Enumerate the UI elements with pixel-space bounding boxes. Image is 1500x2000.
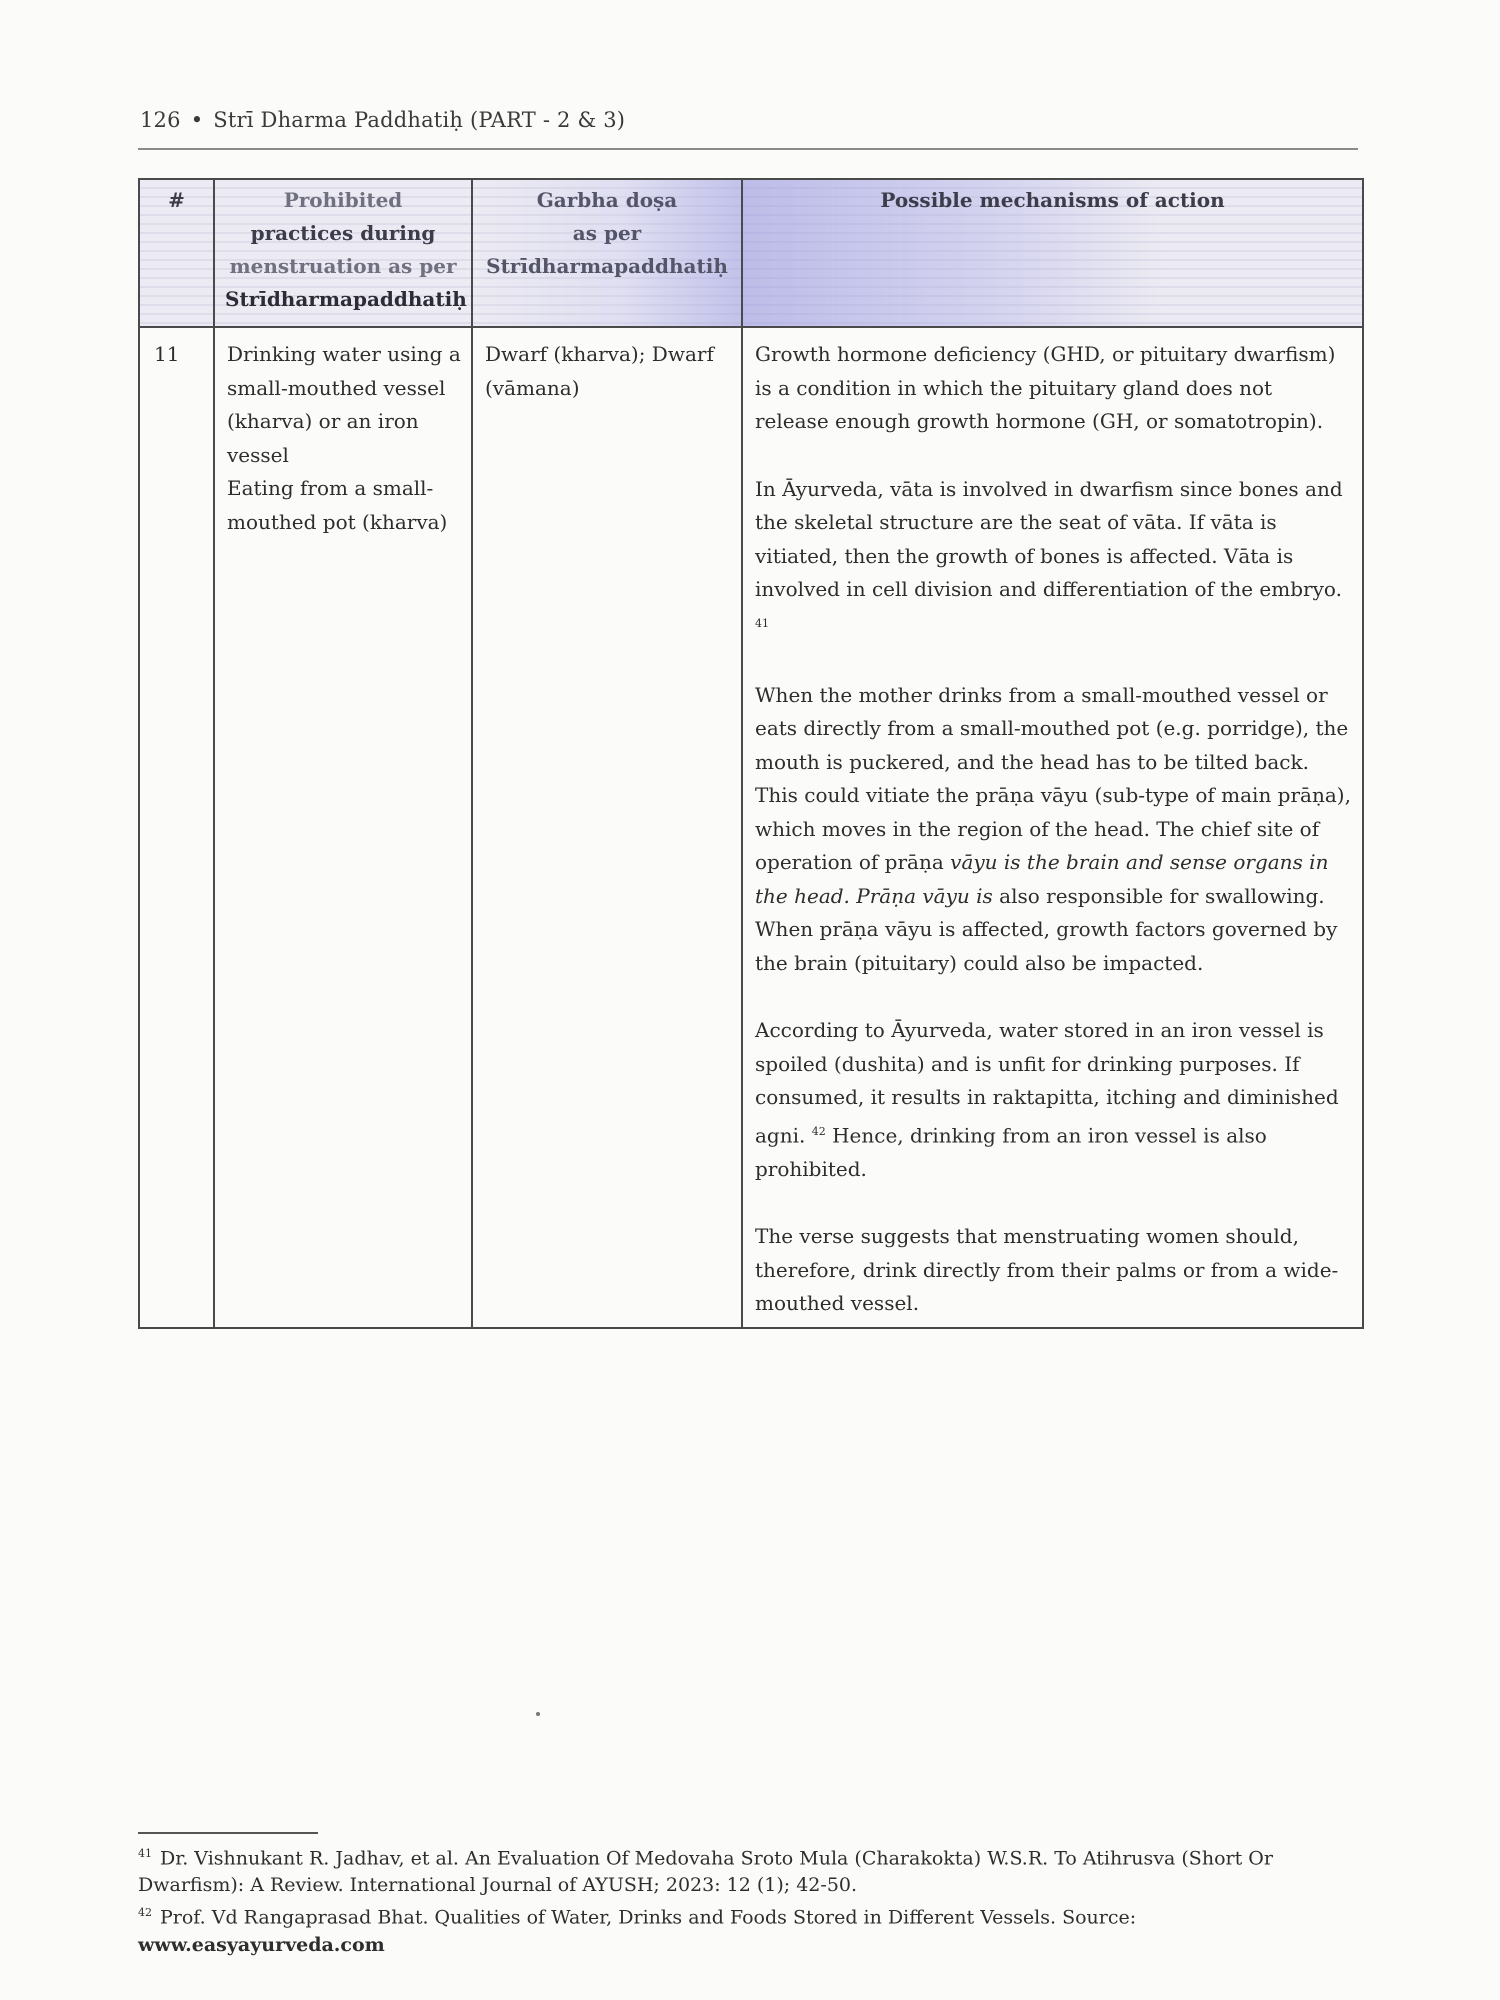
header-rule: [138, 148, 1358, 150]
scan-speck: [536, 1712, 540, 1716]
mechanism-paragraph: When the mother drinks from a small-mouthed vessel or eats directly from a small-mouthed pot (e.g. porridge), the mouth is puckered, and the head has to be tilted back. This could vitiate the prāṇa vāyu (sub-type of main prāṇa), which moves in the region of the head. The chief site of operation of prāṇa vāyu is the brain and sense organs in the head. Prāṇa vāyu is also responsible for swallowing. When prāṇa vāyu is affected, growth factors governed by the brain (pituitary) could also be impacted.: [755, 682, 1351, 975]
mechanism-paragraph: In Āyurveda, vāta is involved in dwarfism since bones and the skeletal structure are the seat of vāta. If vāta is vitiated, then the growth of bones is affected. Vāta is involved in cell division and differentiation of the embryo. $^{41}$: [755, 476, 1343, 630]
table-row: [139, 327, 1363, 1328]
header-bullet: •: [190, 108, 204, 132]
practices-table: [138, 178, 1364, 1329]
header-practices: Prohibited practices during menstruation as per Strīdharmapaddhatiḥ: [214, 179, 472, 327]
prohibited-practice-cell: [214, 327, 472, 1328]
mechanism-paragraph: The verse suggests that menstruating women should, therefore, drink directly from their palms or from a wide-mouthed vessel.: [755, 1224, 1339, 1316]
mechanism-paragraph: Growth hormone deficiency (GHD, or pituitary dwarfism) is a condition in which the pituitary gland does not release enough growth hormone (GH, or somatotropin).: [755, 342, 1336, 433]
practice-item: Drinking water using a small-mouthed vessel (kharva) or an iron vessel: [227, 342, 461, 467]
row-number: 11: [139, 327, 214, 1328]
book-title: Strī Dharma Paddhatiḥ (PART - 2 & 3): [213, 108, 626, 132]
running-header: [140, 108, 625, 132]
mechanism-paragraph: According to Āyurveda, water stored in an iron vessel is spoiled (dushita) and is unfit for drinking purposes. If consumed, it results in raktapitta, itching and diminished agni. $^{42}$ Hence, drinking from an iron vessel is also prohibited.: [755, 1018, 1339, 1181]
footnote-rule: [138, 1832, 318, 1834]
practice-item: Eating from a small-mouthed pot (kharva): [227, 476, 448, 534]
source-link[interactable]: www.easyayurveda.com: [138, 1933, 385, 1956]
footnote-ref: 42: [811, 1124, 826, 1138]
footnotes: [138, 1840, 1368, 1959]
page-number: 126: [140, 108, 181, 132]
footnote-ref: 41: [755, 616, 769, 630]
header-garbha-dosa: Garbha doṣa as per Strīdharmapaddhatiḥ: [472, 179, 742, 327]
header-mechanisms: Possible mechanisms of action: [742, 179, 1363, 327]
footnote-42: $^{42}$ Prof. Vd Rangaprasad Bhat. Qualities of Water, Drinks and Foods Stored in Different Vessels. Source: www.easyayurveda.com: [138, 1906, 1137, 1956]
footnote-41: $^{41}$ Dr. Vishnukant R. Jadhav, et al. An Evaluation Of Medovaha Sroto Mula (Charakokta) W.S.R. To Atihrusva (Short Or Dwarfism): A Review. International Journal of AYUSH; 2023: 12 (1); 42-50.: [138, 1847, 1273, 1897]
mechanisms-cell: [742, 327, 1363, 1328]
header-number: #: [139, 179, 214, 327]
garbha-dosa-cell: Dwarf (kharva); Dwarf (vāmana): [472, 327, 742, 1328]
table-header-row: [139, 179, 1363, 327]
